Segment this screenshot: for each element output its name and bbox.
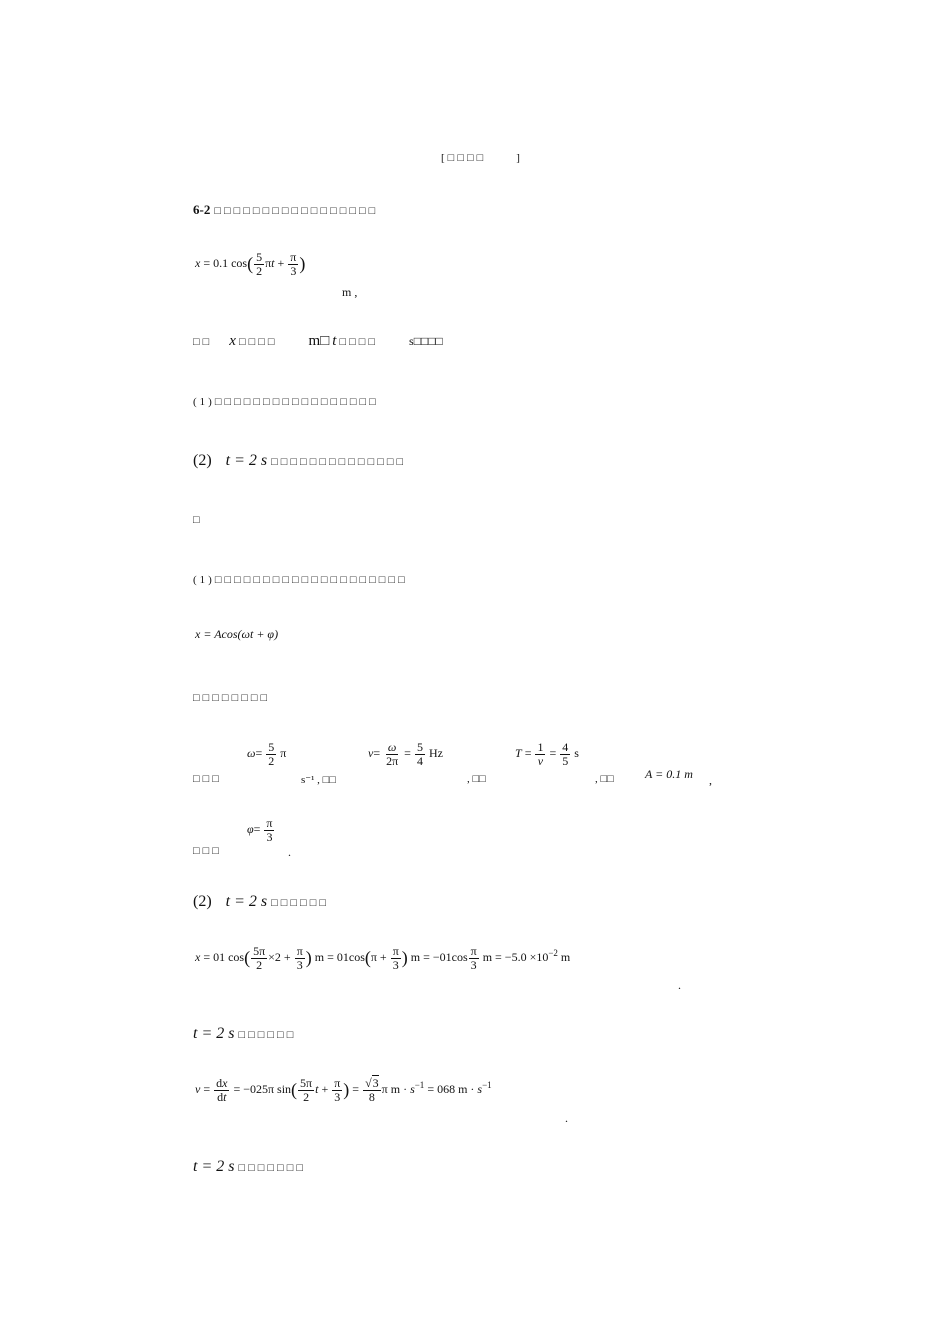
acceleration-label [193,1158,306,1176]
problem-equation: x = 0.1 cos( $\frac{5}{2}$ πt + $\frac{\pi}{3}$ ) [195,250,306,278]
p2-text: □□□□□□ [271,897,329,909]
s-unit: s□□□□ [409,334,443,348]
comma-1: , □□ [467,773,486,785]
general-equation: x = Acos(ωt + φ) [195,627,279,641]
header-label: □□□□ [447,152,487,164]
q2-prefix: (2) [193,452,212,469]
q2-time: t = 2 s [225,452,268,469]
where-prefix: □□ [193,336,213,348]
x-desc: □□□□ [238,336,278,348]
header-bracket-close: ] [516,152,523,164]
period-b: . [288,845,291,859]
compare-text: □□□□□□□□ [193,692,271,704]
dot-1: . [678,978,681,992]
amplitude: A = 0.1 m [645,767,693,781]
p2-time: t = 2 s [225,893,268,910]
question-2 [193,452,406,470]
therefore-b: □□□ [193,845,222,857]
equation-unit: m , [342,285,358,299]
velocity-label [193,1025,296,1043]
problem-title [193,201,378,219]
t-desc: □□□□ [339,336,379,348]
dot-2: . [565,1111,568,1125]
solution-part-1: (1)□□□□□□□□□□□□□□□□□□□□ [193,574,408,586]
problem-number: 6-2 [193,202,211,217]
velocity-equation: v = $\frac{dx}{dt}$ = −025π sin( $\frac{5\pi}{2}$ t + $\frac{\pi}{3}$ ) = $\frac{√3}{8}$ π $m \cdot s^{-1} = 068$ $m \cdot s^{-1}$ [195,1076,492,1104]
page-header [441,152,523,164]
a-time: t = 2 s [193,1158,235,1175]
omega-formula: ω= $\frac{5}{2}$ π [247,740,287,768]
x-var: x [229,333,236,349]
solution-part-2 [193,893,329,911]
question-1: (1)□□□□□□□□□□□□□□□□□ [193,396,379,408]
nu-formula: ν= $\frac{\omega}{2\pi}$ = $\frac{5}{4}$ Hz [368,740,443,768]
displacement-equation: x = 01 cos( $\frac{5\pi}{2}$ ×2 + $\frac{\pi}{3}$ ) m = 01cos(π + $\frac{\pi}{3}$ ) m = −01cos $\frac{\pi}{3}$ $m = -5.0 \times 10^{-2}$ m [195,944,571,972]
therefore-a: □□□ [193,773,222,785]
solution-mark: □ [193,514,203,526]
where-line [193,333,443,350]
comma-2: , □□ [595,773,614,785]
t-var: t [332,333,337,349]
q2-text: □□□□□□□□□□□□□□ [271,456,407,468]
s-inv-unit: s⁻¹ , □□ [301,774,336,786]
p2-prefix: (2) [193,893,212,910]
header-bracket-open: [ [441,152,448,164]
phi-formula: φ= $\frac{\pi}{3}$ [247,816,273,844]
v-time: t = 2 s [193,1025,235,1042]
a-text: □□□□□□□ [238,1162,306,1174]
problem-title-text: □□□□□□□□□□□□□□□□□ [214,205,379,217]
period-formula: T = $\frac{1}{\nu}$ = $\frac{4}{5}$ s [515,740,579,768]
v-text: □□□□□□ [238,1029,297,1041]
m-unit: m□ [308,333,330,349]
comma-3: , [709,773,712,787]
